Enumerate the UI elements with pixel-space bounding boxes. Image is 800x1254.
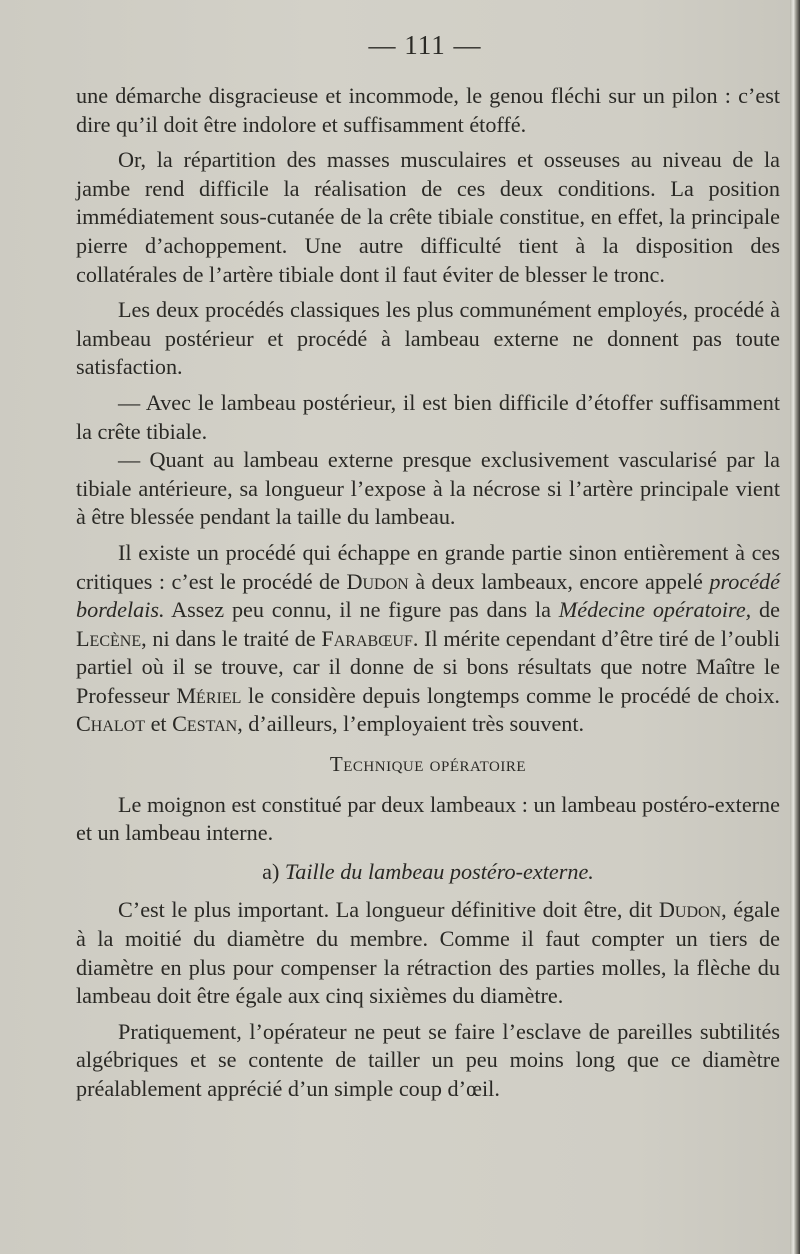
paragraph-7: Le moignon est constitué par deux lambeaux : un lambeau postéro-externe et un lambeau interne. <box>76 791 780 846</box>
text-run: , ni dans le traité de <box>141 625 322 651</box>
paragraph-8 <box>76 896 780 1010</box>
author-name-dudon: Dudon <box>346 568 409 594</box>
paragraph-4: — Avec le lambeau postérieur, il est bien difficile d’étoffer suffisamment la crête tibiale. <box>76 389 780 444</box>
text-run: , d’ailleurs, l’employaient très souvent. <box>237 711 585 737</box>
subsection-title: Taille du lambeau postéro-externe. <box>284 858 594 884</box>
author-name-meriel: Mériel <box>176 682 242 708</box>
author-name-lecene: Lecène <box>76 625 142 651</box>
text-run: Il existe un procédé qui échappe en grande partie sinon entièrement à ces critiques : c’est le procédé de <box>76 539 780 594</box>
text-run: à deux lambeaux, encore appelé <box>408 568 710 594</box>
paragraph-3: Les deux procédés classiques les plus communément employés, procédé à lambeau postérieur et procédé à lambeau externe ne donnent pas toute satisfaction. <box>76 297 780 380</box>
text-run: . Il mérite cependant d’être tiré de l’oubli partiel où il se trouve, car il donne de si bons résultats que notre Maître le Professeur <box>76 625 780 708</box>
paragraph-5: — Quant au lambeau externe presque exclusivement vascularisé par la tibiale antérieure, sa longueur l’expose à la nécrose si l’artère principale vient à être blessée pendant la taille du lambeau. <box>76 447 780 530</box>
author-name-dudon: Dudon <box>658 897 722 923</box>
italic-medecine-operatoire: Médecine opératoire, <box>558 597 752 623</box>
text-run: et <box>145 711 173 737</box>
text-run: Assez peu connu, il ne figure pas dans la <box>164 597 559 623</box>
paragraph-6 <box>76 539 780 739</box>
paragraph-9: Pratiquement, l’opérateur ne peut se faire l’esclave de pareilles subtilités algébriques et se contente de tailler un peu moins long que ce diamètre préalablement apprécié d’un simple coup d’œil. <box>76 1018 780 1101</box>
body-text <box>76 82 780 1111</box>
section-heading: Technique opératoire <box>329 752 527 777</box>
author-name-faraboeuf: Farabœuf <box>321 625 413 651</box>
page-edge <box>790 0 800 1254</box>
page-number: — 111 — <box>368 30 482 60</box>
paragraph-1: une démarche disgracieuse et incommode, le genou fléchi sur un pilon : c’est dire qu’il doit être indolore et suffisamment étoffé. <box>76 83 780 137</box>
italic-procede-bordelais: procédé bordelais. <box>76 568 780 623</box>
paragraph-2: Or, la répartition des masses musculaires et osseuses au niveau de la jambe rend difficile la réalisation de ces deux conditions. La position immédiatement sous-cutanée de la crête tibiale constitue, en effet, la principale pierre d’achoppement. Une autre difficulté tient à la disposition des collatérales de l’artère tibiale dont il faut éviter de blesser le tronc. <box>76 147 780 287</box>
subsection-heading <box>76 858 780 887</box>
text-run: le considère depuis longtemps comme le procédé de choix. <box>241 682 780 708</box>
author-name-cestan: Cestan <box>172 711 238 737</box>
text-run: C’est le plus important. La longueur définitive doit être, dit <box>118 897 659 923</box>
author-name-chalot: Chalot <box>76 711 146 737</box>
text-run: , égale à la moitié du diamètre du membre. Comme il faut compter un tiers de diamètre en plus pour compenser la rétraction des parties molles, la flèche du lambeau doit être égale aux cinq sixièmes du diamètre. <box>76 897 780 1009</box>
text-run: de <box>751 597 780 623</box>
subsection-label: a) <box>262 858 285 884</box>
